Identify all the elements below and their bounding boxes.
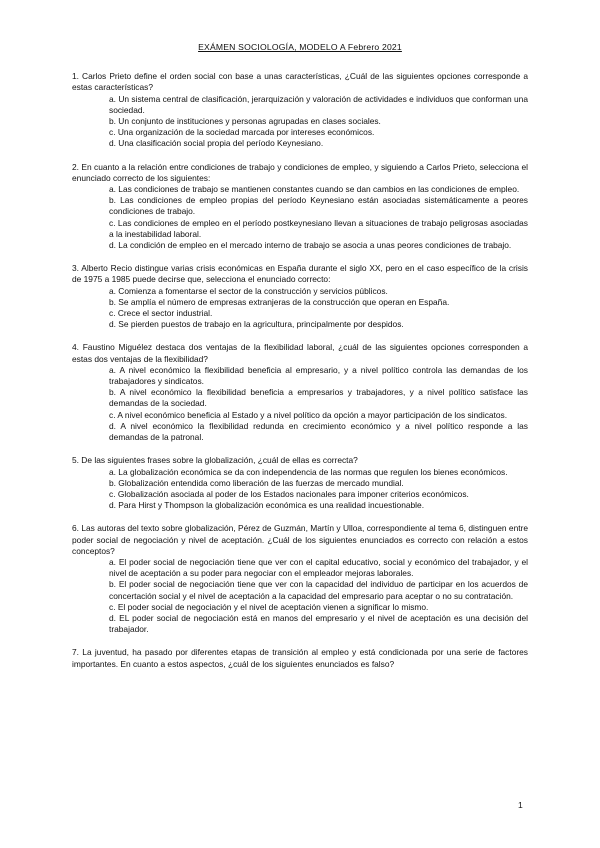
document-page <box>72 42 528 682</box>
answer-option-c: c. Las condiciones de empleo en el período postkeynesiano llevan a situaciones de trabajo peligrosas asociadas a la inestabilidad laboral. <box>109 217 528 239</box>
answer-option-d: d. EL poder social de negociación está en manos del empresario y el nivel de aceptación es una decisión del trabajador. <box>109 612 528 635</box>
answer-option-a: a. Las condiciones de trabajo se mantienen constantes cuando se dan cambios en las condiciones de empleo. <box>109 184 520 195</box>
answer-options <box>72 467 528 512</box>
question-text: 6. Las autoras del texto sobre globalización, Pérez de Guzmán, Martín y Ulloa, correspondiente al tema 6, distinguen entre poder social de negociación y nivel de aceptación. ¿Cuál de los siguientes enunciados es correcto con relación a estos conceptos? <box>72 523 528 556</box>
question-1 <box>72 71 528 149</box>
question-text: 5. De las siguientes frases sobre la globalización, ¿cuál de ellas es correcta? <box>72 455 358 466</box>
answer-option-d: d. Se pierden puestos de trabajo en la agricultura, principalmente por despidos. <box>109 319 404 330</box>
question-3 <box>72 263 528 330</box>
question-5 <box>72 455 528 511</box>
answer-option-a: a. Comienza a fomentarse el sector de la construcción y servicios públicos. <box>109 285 388 296</box>
answer-option-b: b. Globalización entendida como liberación de las fuerzas de mercado mundial. <box>109 477 404 488</box>
answer-options <box>72 94 528 150</box>
answer-option-c: c. Crece el sector industrial. <box>109 308 213 319</box>
question-7 <box>72 647 528 669</box>
question-text: 7. La juventud, ha pasado por diferentes etapas de transición al empleo y está condicionada por una serie de factores importantes. En cuanto a estos aspectos, ¿cuál de los siguientes enunciados es falso? <box>72 647 528 669</box>
question-text: 2. En cuanto a la relación entre condiciones de trabajo y condiciones de empleo, y siguiendo a Carlos Prieto, selecciona el enunciado correcto de los siguientes: <box>72 161 528 183</box>
answer-option-c: c. Globalización asociada al poder de los Estados nacionales para imponer criterios económicos. <box>109 488 469 499</box>
answer-option-b: b. Se amplía el número de empresas extranjeras de la construcción que operan en España. <box>109 296 450 307</box>
question-2 <box>72 162 528 252</box>
answer-option-b: b. A nivel económico la flexibilidad beneficia a empresarios y trabajadores, y a nivel político satisface las demandas de la sociedad. <box>109 387 528 409</box>
question-6 <box>72 523 528 635</box>
answer-option-a: a. A nivel económico la flexibilidad beneficia al empresario, y a nivel político controla las demandas de los trabajadores y sindicatos. <box>109 364 528 387</box>
exam-title: EXÁMEN SOCIOLOGÍA, MODELO A Febrero 2021 <box>198 42 402 52</box>
question-text: 4. Faustino Miguélez destaca dos ventajas de la flexibilidad laboral, ¿cuál de las siguientes opciones corresponden a estas dos ventajas de la flexibilidad? <box>72 342 528 364</box>
answer-option-b: b. Las condiciones de empleo propias del período Keynesiano están asociadas sistemáticamente a peores condiciones de trabajo. <box>109 195 528 217</box>
answer-options <box>72 557 528 635</box>
answer-options <box>72 286 528 331</box>
answer-option-d: d. A nivel económico la flexibilidad redunda en crecimiento económico y a nivel político responde a las demandas de la patronal. <box>109 420 528 443</box>
answer-option-b: b. El poder social de negociación tiene que ver con la capacidad del individuo de participar en los acuerdos de concertación social y el nivel de aceptación a la capacidad del empresario para aceptar o no su contratación. <box>109 579 528 601</box>
answer-option-c: c. El poder social de negociación y el nivel de aceptación vienen a significar lo mismo. <box>109 601 429 612</box>
answer-option-d: d. La condición de empleo en el mercado interno de trabajo se asocia a unas peores condiciones de trabajo. <box>109 240 512 251</box>
answer-option-b: b. Un conjunto de instituciones y personas agrupadas en clases sociales. <box>109 116 381 127</box>
question-text: 1. Carlos Prieto define el orden social con base a unas características, ¿Cuál de las siguientes opciones corresponde a estas características? <box>72 71 528 93</box>
answer-option-a: a. Un sistema central de clasificación, jerarquización y valoración de actividades e individuos que conforman una sociedad. <box>109 93 528 115</box>
answer-option-a: a. El poder social de negociación tiene que ver con el capital educativo, social y económico del trabajador, y el nivel de aceptación a su poder para negociar con el empleador mejoras laborales. <box>109 556 528 579</box>
question-text: 3. Alberto Recio distingue varias crisis económicas en España durante el siglo XX, pero en el caso específico de la crisis de 1975 a 1985 puede decirse que, selecciona el enunciado correcto: <box>72 263 528 285</box>
page-number: 1 <box>518 800 523 810</box>
answer-options <box>72 184 528 251</box>
answer-options <box>72 365 528 443</box>
question-4 <box>72 342 528 443</box>
answer-option-c: c. A nivel económico beneficia al Estado y a nivel político da opción a mayor participación de los sindicatos. <box>109 409 508 420</box>
answer-option-a: a. La globalización económica se da con independencia de las normas que regulen los bienes económicos. <box>109 466 508 477</box>
answer-option-d: d. Una clasificación social propia del período Keynesiano. <box>109 138 324 149</box>
answer-option-d: d. Para Hirst y Thompson la globalización económica es una realidad incuestionable. <box>109 500 425 511</box>
answer-option-c: c. Una organización de la sociedad marcada por intereses económicos. <box>109 127 375 138</box>
